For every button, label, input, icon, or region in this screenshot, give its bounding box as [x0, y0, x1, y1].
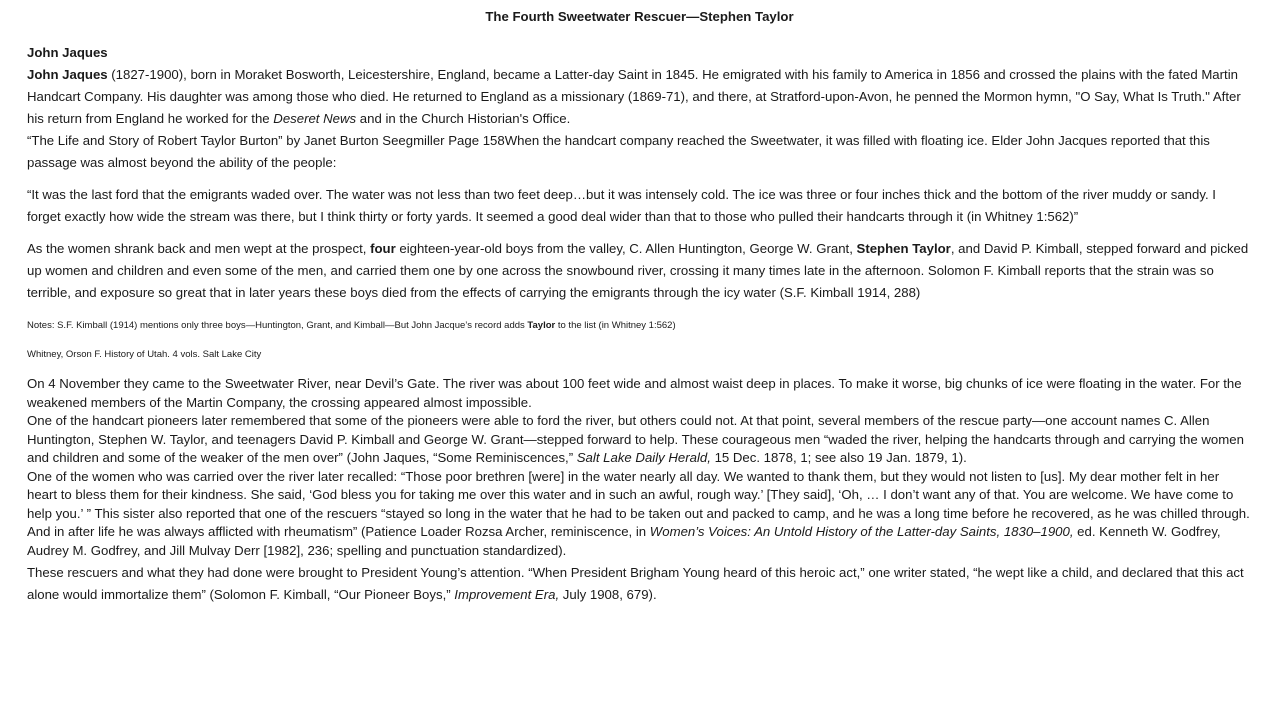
body3-text-2: ed. Kenneth W. Godfrey, Audrey M. Godfrey, and Jill Mulvay Derr [1982], 236; spelling and punctuation standardized).	[27, 524, 1221, 558]
rescue-taylor: Stephen Taylor	[856, 241, 951, 256]
body-paragraph-2	[27, 412, 1252, 468]
bio-publication: Deseret News	[273, 111, 357, 126]
source-intro-paragraph: “The Life and Story of Robert Taylor Burton” by Janet Burton Seegmiller Page 158When the handcart company reached the Sweetwater, it was filled with floating ice. Elder John Jacques reported that this passage was almost beyond the ability of the people:	[27, 133, 1210, 170]
notes-line	[27, 319, 1252, 332]
notes-text-1: Notes: S.F. Kimball (1914) mentions only three boys—Huntington, Grant, and Kimball—But John Jacque’s record adds	[27, 320, 528, 331]
citation-line: Whitney, Orson F. History of Utah. 4 vols. Salt Lake City	[27, 349, 262, 360]
body-paragraph-3	[27, 468, 1252, 561]
notes-text-2: to the list (in Whitney 1:562)	[555, 320, 676, 331]
rescue-text-1: As the women shrank back and men wept at the prospect,	[27, 241, 371, 256]
body-paragraph-1: On 4 November they came to the Sweetwater River, near Devil’s Gate. The river was about 100 feet wide and almost waist deep in places. To make it worse, big chunks of ice were floating in the water. For the weakened members of the Martin Company, the crossing appeared almost impossible.	[27, 376, 1242, 410]
rescue-paragraph	[27, 238, 1252, 304]
body4-text-2: July 1908, 679).	[559, 587, 657, 602]
body2-publication: Salt Lake Daily Herald,	[576, 450, 711, 465]
notes-taylor: Taylor	[527, 320, 556, 331]
section-heading: John Jaques	[27, 45, 108, 60]
rescue-text-3: , and David P. Kimball, stepped forward and picked up women and children and even some of the men, and carried them one by one across the snowbound river, crossing it many times late in the afternoon. Solomon F. Kimball reports that the strain was so terrible, and exposure so great that in later years these boys died from the effects of carrying the emigrants through the icy water (S.F. Kimball 1914, 288)	[27, 241, 1249, 300]
bio-text-1: (1827-1900), born in Moraket Bosworth, Leicestershire, England, became a Latter-day Saint in 1845. He emigrated with his family to America in 1856 and crossed the plains with the fated Martin Handcart Company. His daughter was among those who died. He returned to England as a missionary (1869-71), and there, at Stratford-upon-Avon, he penned the Mormon hymn, "O Say, What Is Truth." After his return from England he worked for the	[27, 67, 1241, 126]
body-paragraph-4	[27, 562, 1252, 606]
body4-text-1: These rescuers and what they had done were brought to President Young’s attention. “When President Brigham Young heard of this heroic act,” one writer stated, “he wept like a child, and declared that this act alone would immortalize them” (Solomon F. Kimball, “Our Pioneer Boys,”	[27, 565, 1244, 602]
rescue-text-2: eighteen-year-old boys from the valley, C. Allen Huntington, George W. Grant,	[395, 241, 857, 256]
bio-name: John Jaques	[27, 67, 108, 82]
slide-title: The Fourth Sweetwater Rescuer—Stephen Taylor	[485, 9, 794, 24]
body3-text-1: One of the women who was carried over the river later recalled: “Those poor brethren [were] in the water nearly all day. We wanted to thank them, but they would not listen to [us]. My dear mother felt in her heart to bless them for their kindness. She said, ‘God bless you for taking me over this water and in such an awful, rough way.’ [They said], ‘Oh, … I don’t want any of that. You are welcome. We have come to help you.’ ” This sister also reported that one of the rescuers “stayed so long in the water that he had to be taken out and packed to camp, and he was a long time before he recovered, as he was chilled through. And in after life he was always afflicted with rheumatism” (Patience Loader Rozsa Archer, reminiscence, in	[27, 468, 1250, 539]
rescue-four: four	[370, 241, 396, 256]
body3-publication: Women’s Voices: An Untold History of the Latter-day Saints, 1830–1900,	[649, 524, 1074, 539]
bio-text-2: and in the Church Historian's Office.	[356, 111, 571, 126]
body2-text-1: One of the handcart pioneers later remembered that some of the pioneers were able to ford the river, but others could not. At that point, several members of the rescue party—one account names C. Allen Huntington, Stephen W. Taylor, and teenagers David P. Kimball and George W. Grant—stepped forward to help. These courageous men “waded the river, helping the handcarts through and carrying the women and children and some of the weaker of the men over” (John Jaques, “Some Reminiscences,”	[27, 413, 1244, 465]
body2-text-2: 15 Dec. 1878, 1; see also 19 Jan. 1879, 1).	[710, 450, 967, 465]
bio-paragraph	[27, 64, 1252, 130]
body4-publication: Improvement Era,	[454, 587, 560, 602]
quote-paragraph: “It was the last ford that the emigrants waded over. The water was not less than two feet deep…but it was intensely cold. The ice was three or four inches thick and the bottom of the river muddy or sandy. I forget exactly how wide the stream was there, but I think thirty or forty yards. It seemed a good deal wider than that to those who pulled their handcarts through it (in Whitney 1:562)”	[27, 187, 1216, 224]
